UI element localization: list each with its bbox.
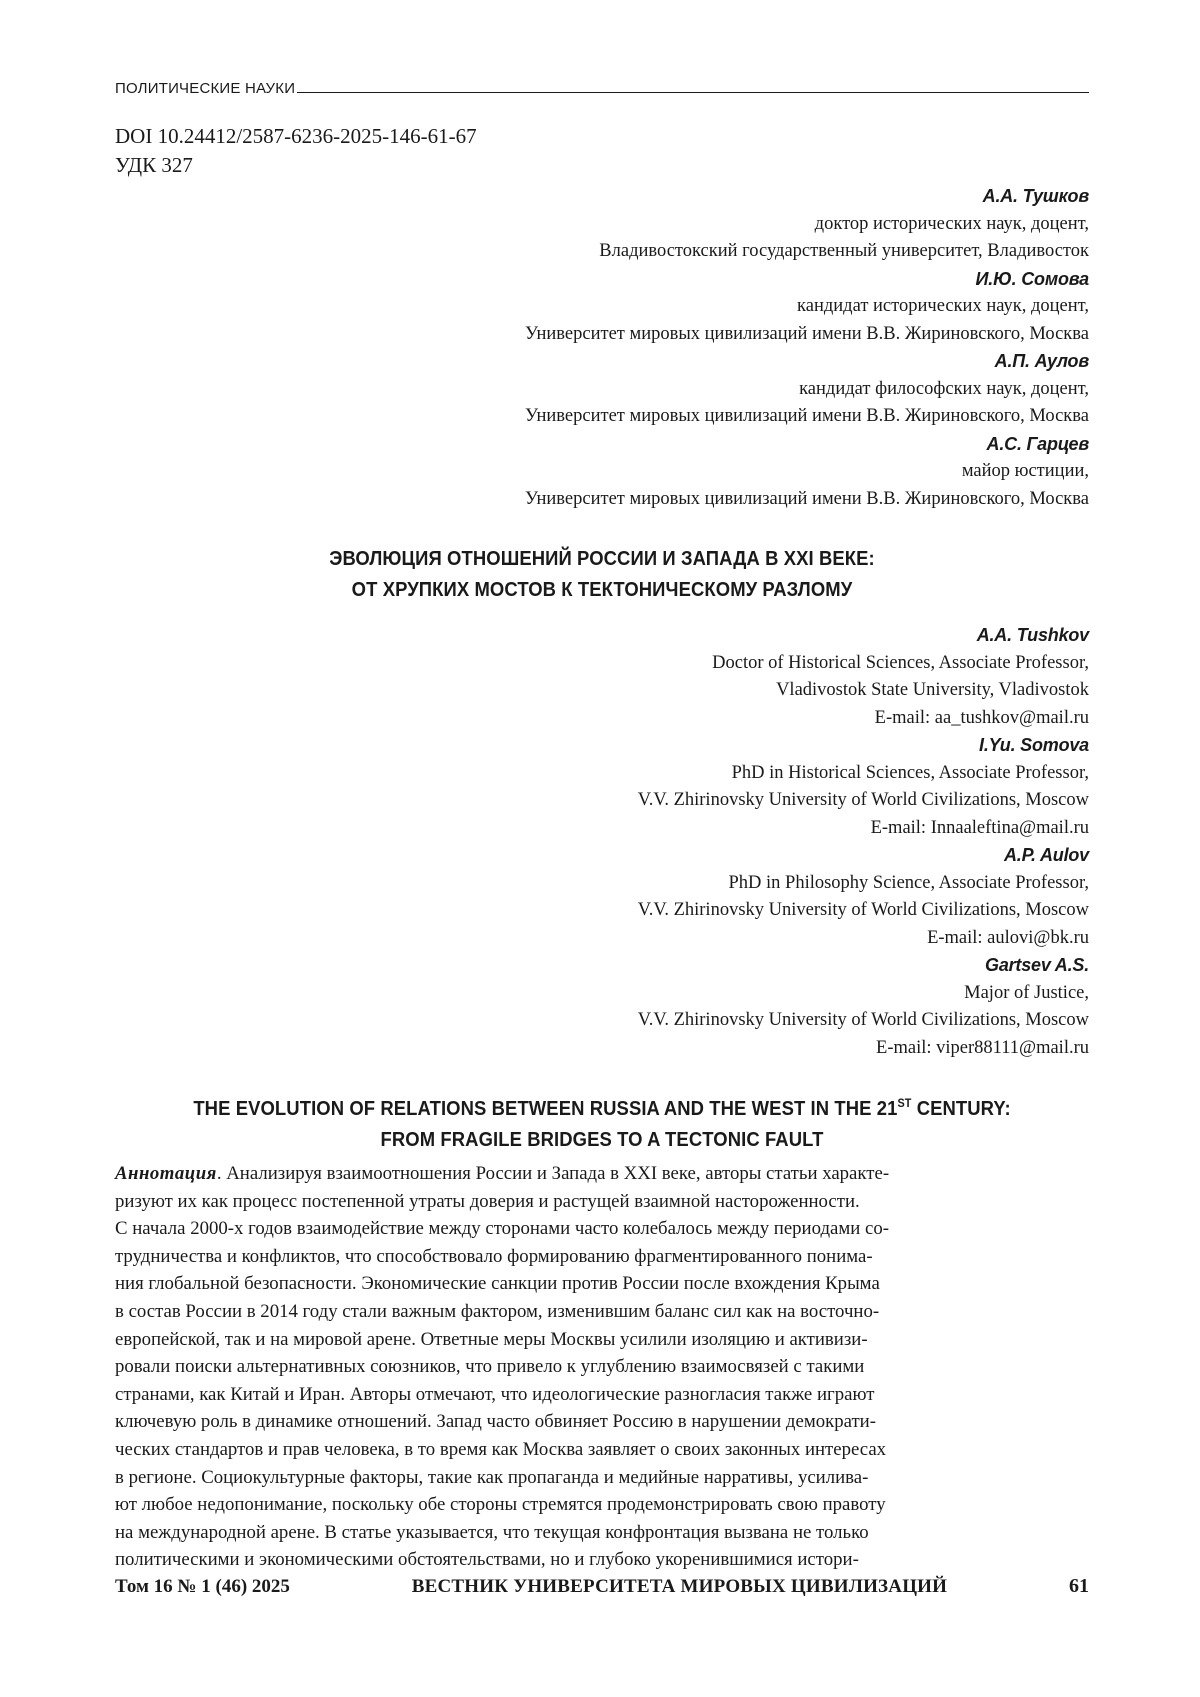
author-affiliation: Университет мировых цивилизаций имени В.В. Жириновского, Москва: [525, 403, 1089, 431]
abstract-label: Аннотация: [115, 1163, 217, 1184]
author-affiliation: V.V. Zhirinovsky University of World Civilizations, Moscow: [638, 897, 1089, 925]
page-footer: [115, 1575, 1089, 1598]
article-title-en: [164, 1088, 1041, 1155]
article-title-ru: [164, 543, 1041, 605]
title-line: FROM FRAGILE BRIDGES TO A TECTONIC FAULT: [164, 1124, 1041, 1155]
abstract-line: на международной арене. В статье указывается, что текущая конфронтация вызвана не только: [115, 1519, 1089, 1547]
header-rule: [297, 92, 1089, 93]
abstract-line: европейской, так и на мировой арене. Ответные меры Москвы усилили изоляцию и активизи-: [115, 1326, 1089, 1354]
author-degree: кандидат исторических наук, доцент,: [525, 293, 1089, 321]
author-email[interactable]: E-mail: aa_tushkov@mail.ru: [638, 705, 1089, 733]
abstract-line: ческих стандартов и прав человека, в то время как Москва заявляет о своих законных интересах: [115, 1436, 1089, 1464]
title-text: CENTURY:: [911, 1097, 1010, 1120]
abstract-line: политическими и экономическими обстоятельствами, но и глубоко укоренившимися истори-: [115, 1546, 1089, 1574]
abstract-line: ют любое недопонимание, поскольку обе стороны стремятся продемонстрировать свою правоту: [115, 1491, 1089, 1519]
title-line: ЭВОЛЮЦИЯ ОТНОШЕНИЙ РОССИИ И ЗАПАДА В XXI ВЕКЕ:: [164, 543, 1041, 574]
author-degree: Major of Justice,: [638, 980, 1089, 1008]
abstract-line: [115, 1160, 1089, 1188]
abstract-line: в регионе. Социокультурные факторы, такие как пропаганда и медийные нарративы, усилива-: [115, 1464, 1089, 1492]
author-affiliation: Университет мировых цивилизаций имени В.В. Жириновского, Москва: [525, 321, 1089, 349]
abstract-line: в состав России в 2014 году стали важным фактором, изменившим баланс сил как на восточно-: [115, 1298, 1089, 1326]
page-number: 61: [1069, 1575, 1089, 1598]
title-superscript: ST: [897, 1096, 911, 1110]
author-affiliation: V.V. Zhirinovsky University of World Civilizations, Moscow: [638, 787, 1089, 815]
abstract-line: ключевую роль в динамике отношений. Запад часто обвиняет Россию в нарушении демократи-: [115, 1408, 1089, 1436]
author-name: I.Yu. Somova: [638, 732, 1089, 760]
author-degree: майор юстиции,: [525, 458, 1089, 486]
author-affiliation: Vladivostok State University, Vladivostok: [638, 677, 1089, 705]
doi[interactable]: DOI 10.24412/2587-6236-2025-146-61-67: [115, 122, 477, 151]
abstract-line: ризуют их как процесс постепенной утраты доверия и растущей взаимной настороженности.: [115, 1188, 1089, 1216]
abstract-line: ния глобальной безопасности. Экономические санкции против России после вхождения Крыма: [115, 1270, 1089, 1298]
author-name: A.P. Aulov: [638, 842, 1089, 870]
author-degree: кандидат философских наук, доцент,: [525, 376, 1089, 404]
abstract-line: ровали поиски альтернативных союзников, что привело к углублению взаимосвязей с такими: [115, 1353, 1089, 1381]
volume-info: Том 16 № 1 (46) 2025: [115, 1576, 290, 1598]
title-line: ОТ ХРУПКИХ МОСТОВ К ТЕКТОНИЧЕСКОМУ РАЗЛОМУ: [164, 574, 1041, 605]
authors-en: [638, 622, 1089, 1062]
author-degree: доктор исторических наук, доцент,: [525, 211, 1089, 239]
author-email[interactable]: E-mail: Innaaleftina@mail.ru: [638, 815, 1089, 843]
author-name: А.П. Аулов: [525, 348, 1089, 376]
author-name: А.А. Тушков: [525, 183, 1089, 211]
author-affiliation: V.V. Zhirinovsky University of World Civilizations, Moscow: [638, 1007, 1089, 1035]
title-line: [164, 1088, 1041, 1124]
journal-name: ВЕСТНИК УНИВЕРСИТЕТА МИРОВЫХ ЦИВИЛИЗАЦИЙ: [412, 1576, 947, 1598]
author-degree: Doctor of Historical Sciences, Associate Professor,: [638, 650, 1089, 678]
author-affiliation: Владивостокский государственный университет, Владивосток: [525, 238, 1089, 266]
section-label: ПОЛИТИЧЕСКИЕ НАУКИ: [115, 80, 297, 97]
udk: УДК 327: [115, 151, 477, 180]
title-text: THE EVOLUTION OF RELATIONS BETWEEN RUSSIA AND THE WEST IN THE 21: [193, 1097, 897, 1120]
identifiers: [115, 122, 477, 180]
abstract-line: трудничества и конфликтов, что способствовало формированию фрагментированного понима-: [115, 1243, 1089, 1271]
authors-ru: [525, 183, 1089, 513]
abstract-text: . Анализируя взаимоотношения России и Запада в XXI веке, авторы статьи характе-: [217, 1163, 889, 1184]
author-name: A.A. Tushkov: [638, 622, 1089, 650]
running-head: [115, 80, 1089, 97]
abstract-line: С начала 2000-х годов взаимодействие между сторонами часто колебалось между периодами со-: [115, 1215, 1089, 1243]
author-degree: PhD in Historical Sciences, Associate Professor,: [638, 760, 1089, 788]
abstract-line: странами, как Китай и Иран. Авторы отмечают, что идеологические разногласия также играют: [115, 1381, 1089, 1409]
author-email[interactable]: E-mail: aulovi@bk.ru: [638, 925, 1089, 953]
author-email[interactable]: E-mail: viper88111@mail.ru: [638, 1035, 1089, 1063]
author-name: Gartsev A.S.: [638, 952, 1089, 980]
abstract: [115, 1160, 1089, 1574]
author-name: И.Ю. Сомова: [525, 266, 1089, 294]
author-affiliation: Университет мировых цивилизаций имени В.В. Жириновского, Москва: [525, 486, 1089, 514]
author-degree: PhD in Philosophy Science, Associate Professor,: [638, 870, 1089, 898]
author-name: А.С. Гарцев: [525, 431, 1089, 459]
